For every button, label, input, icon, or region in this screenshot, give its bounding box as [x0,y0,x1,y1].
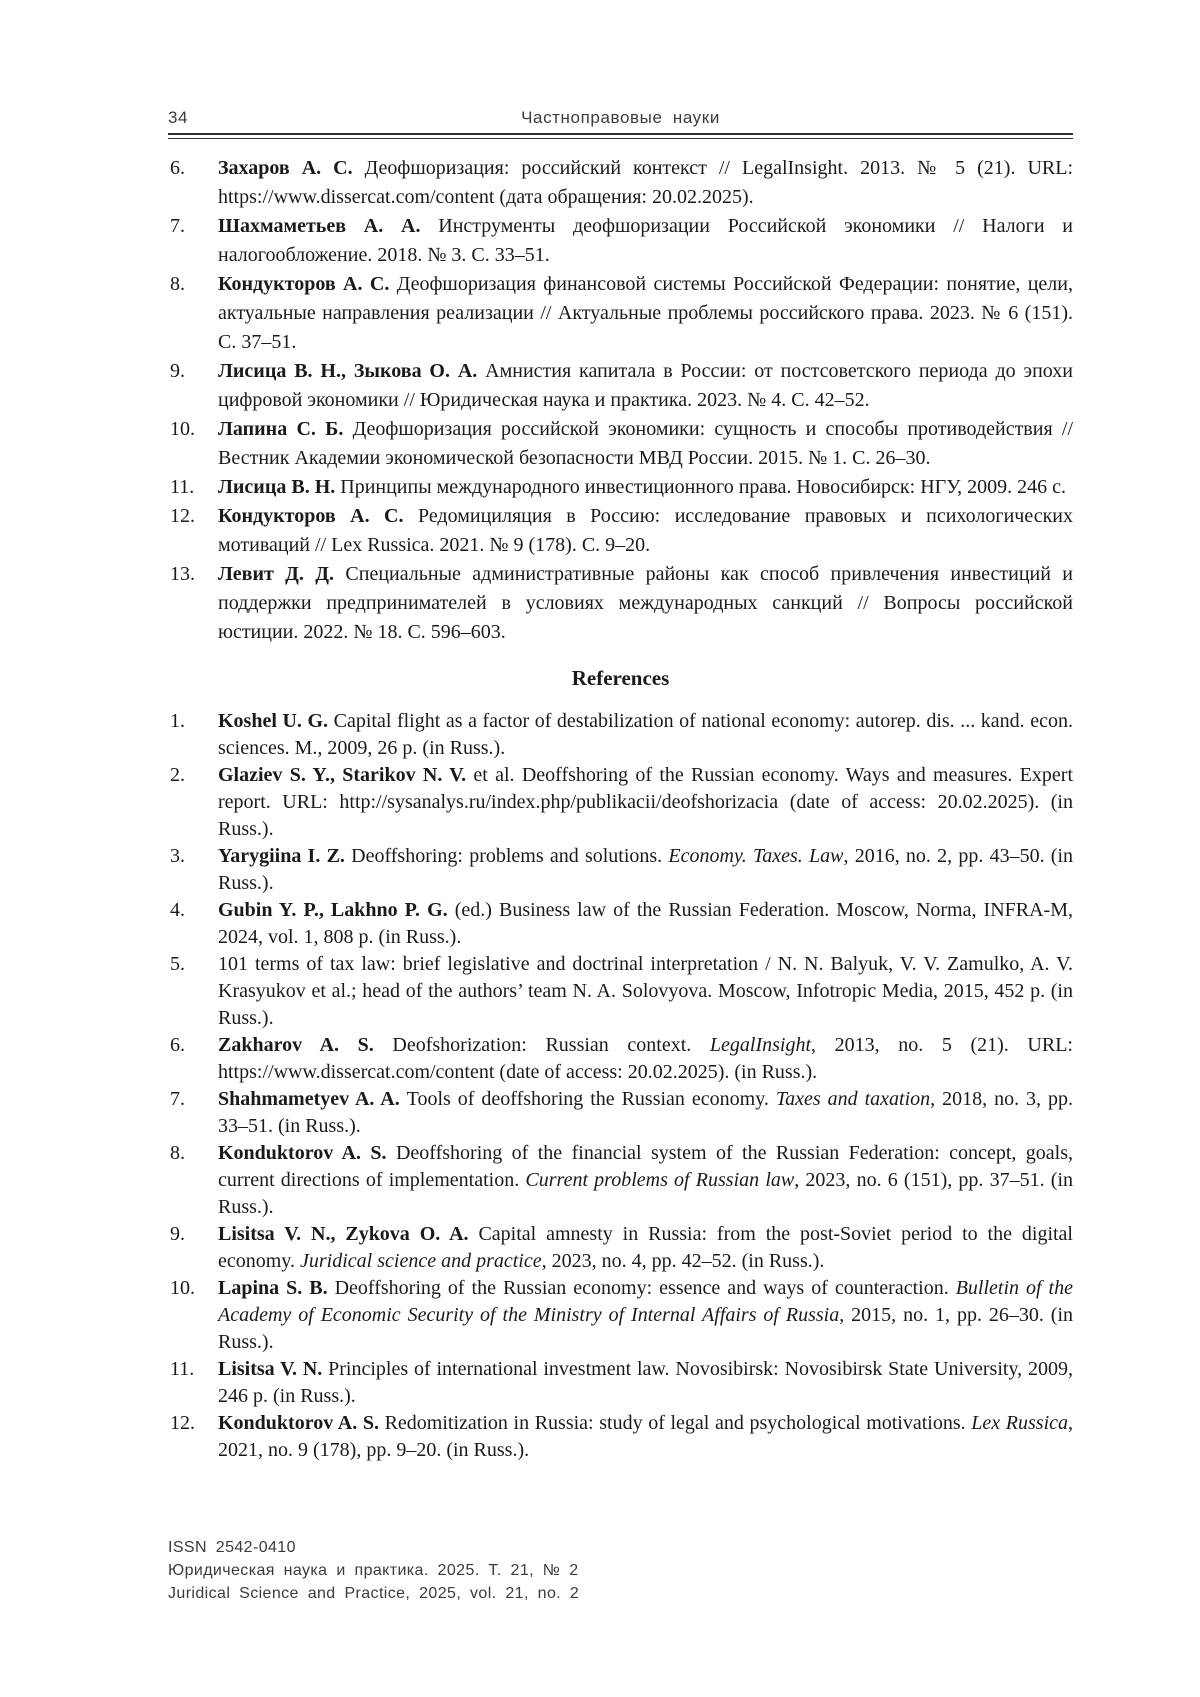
reference-text: Кондукторов А. С. Деофшоризация финансовой системы Российской Федерации: понятие, цели, актуальные направления реализации // Актуальные проблемы российского права. 2023. № 6 (151). С. 37–51. [218,273,1073,353]
reference-item [168,1410,1073,1464]
reference-item [168,270,1073,357]
footer-journal-en: Juridical Science and Practice, 2025, vol. 21, no. 2 [168,1585,580,1602]
reference-item [168,560,1073,647]
reference-number: 7. [170,215,185,237]
reference-number: 12. [170,505,195,527]
footer-imprint [168,1536,579,1605]
reference-text: Yarygiina I. Z. Deoffshoring: problems and solutions. Economy. Taxes. Law, 2016, no. 2, pp. 43–50. (in Russ.). [218,845,1074,894]
reference-item [168,1032,1073,1086]
page-content [168,0,1073,1464]
reference-number: 3. [170,845,185,867]
reference-number: 5. [170,953,185,975]
reference-number: 10. [170,1277,195,1299]
reference-item [168,1275,1073,1356]
reference-text: Лапина С. Б. Деофшоризация российской экономики: сущность и способы противодействия // Вестник Академии экономической безопасности МВД России. 2015. № 1. С. 26–30. [218,418,1074,469]
reference-item [168,1086,1073,1140]
reference-number: 9. [170,360,185,382]
reference-item [168,843,1073,897]
reference-number: 2. [170,764,185,786]
reference-number: 13. [170,563,195,585]
reference-number: 4. [170,899,185,921]
reference-text: Gubin Y. P., Lakhno P. G. (ed.) Business law of the Russian Federation. Moscow, Norma, INFRA-M, 2024, vol. 1, 808 p. (in Russ.). [218,899,1073,948]
reference-item [168,154,1073,212]
reference-number: 11. [170,476,195,498]
reference-list-russian [168,154,1073,647]
reference-text: Zakharov A. S. Deofshorization: Russian context. LegalInsight, 2013, no. 5 (21). URL: https://www.dissercat.com/content (date of access: 20.02.2025). (in Russ.). [218,1034,1073,1083]
reference-number: 12. [170,1412,195,1434]
running-header [168,108,1073,128]
reference-text: Левит Д. Д. Специальные административные районы как способ привлечения инвестиций и поддержки предпринимателей в условиях международных санкций // Вопросы российской юстиции. 2022. № 18. С. 596–603. [218,563,1074,643]
reference-text: Лисица В. Н. Принципы международного инвестиционного права. Новосибирск: НГУ, 2009. 246 с. [218,476,1066,498]
reference-text: Lisitsa V. N., Zykova O. A. Capital amnesty in Russia: from the post-Soviet period to the digital economy. Juridical science and practice, 2023, no. 4, pp. 42–52. (in Russ.). [218,1223,1073,1272]
reference-item [168,1140,1073,1221]
reference-text: Шахмаметьев А. А. Инструменты деофшоризации Российской экономики // Налоги и налогообложение. 2018. № 3. С. 33–51. [218,215,1073,266]
reference-text: Лисица В. Н., Зыкова О. А. Амнистия капитала в России: от постсоветского периода до эпохи цифровой экономики // Юридическая наука и практика. 2023. № 4. С. 42–52. [218,360,1074,411]
footer-issn: ISSN 2542-0410 [168,1539,296,1556]
reference-item [168,473,1073,502]
reference-item [168,762,1073,843]
header-rule [168,133,1073,139]
reference-item [168,1356,1073,1410]
reference-text: Konduktorov A. S. Deoffshoring of the financial system of the Russian Federation: concept, goals, current directions of implementation. Current problems of Russian law, 2023, no. 6 (151), pp. 37–51. (in Russ.). [218,1142,1074,1218]
reference-text: Кондукторов А. С. Редомициляция в Россию: исследование правовых и психологических мотиваций // Lex Russica. 2021. № 9 (178). С. 9–20. [218,505,1073,556]
reference-number: 6. [170,157,185,179]
references-heading: References [571,666,670,690]
reference-text: Lisitsa V. N. Principles of international investment law. Novosibirsk: Novosibirsk State University, 2009, 246 p. (in Russ.). [218,1358,1073,1407]
reference-number: 8. [170,273,185,295]
reference-number: 10. [170,418,195,440]
reference-text: Koshel U. G. Capital flight as a factor of destabilization of national economy: autorep. dis. ... kand. econ. sciences. M., 2009, 26 p. (in Russ.). [218,710,1073,759]
reference-item [168,415,1073,473]
reference-item [168,357,1073,415]
reference-item [168,951,1073,1032]
footer-journal-ru: Юридическая наука и практика. 2025. Т. 21, № 2 [168,1562,579,1579]
reference-item [168,708,1073,762]
reference-item [168,897,1073,951]
page-number: 34 [168,108,189,127]
reference-text: Glaziev S. Y., Starikov N. V. et al. Deoffshoring of the Russian economy. Ways and measures. Expert report. URL: http://sysanalys.ru/index.php/publikacii/deofshorizacia (date of access: 20.02.2025). (in Russ.). [218,764,1073,840]
reference-text: Lapina S. B. Deoffshoring of the Russian economy: essence and ways of counteraction. Bulletin of the Academy of Economic Security of the Ministry of Internal Affairs of Russia, 2015, no. 1, pp. 26–30. (in Russ.). [218,1277,1074,1353]
section-title: Частноправовые науки [521,108,720,127]
reference-item [168,1221,1073,1275]
reference-number: 8. [170,1142,185,1164]
reference-text: 101 terms of tax law: brief legislative and doctrinal interpretation / N. N. Balyuk, V. V. Zamulko, A. V. Krasyukov et al.; head of the authors’ team N. A. Solovyova. Moscow, Infotropic Media, 2015, 452 p. (in Russ.). [218,953,1073,1029]
reference-number: 9. [170,1223,185,1245]
reference-list-english [168,708,1073,1464]
reference-item [168,212,1073,270]
reference-number: 1. [170,710,185,732]
reference-number: 7. [170,1088,185,1110]
reference-number: 6. [170,1034,185,1056]
reference-text: Konduktorov A. S. Redomitization in Russia: study of legal and psychological motivations. Lex Russica, 2021, no. 9 (178), pp. 9–20. (in Russ.). [218,1412,1074,1461]
reference-number: 11. [170,1358,195,1380]
reference-text: Shahmametyev A. A. Tools of deoffshoring the Russian economy. Taxes and taxation, 2018, no. 3, pp. 33–51. (in Russ.). [218,1088,1074,1137]
reference-text: Захаров А. С. Деофшоризация: российский контекст // LegalInsight. 2013. № 5 (21). URL: https://www.dissercat.com/content (дата обращения: 20.02.2025). [218,157,1074,208]
reference-item [168,502,1073,560]
